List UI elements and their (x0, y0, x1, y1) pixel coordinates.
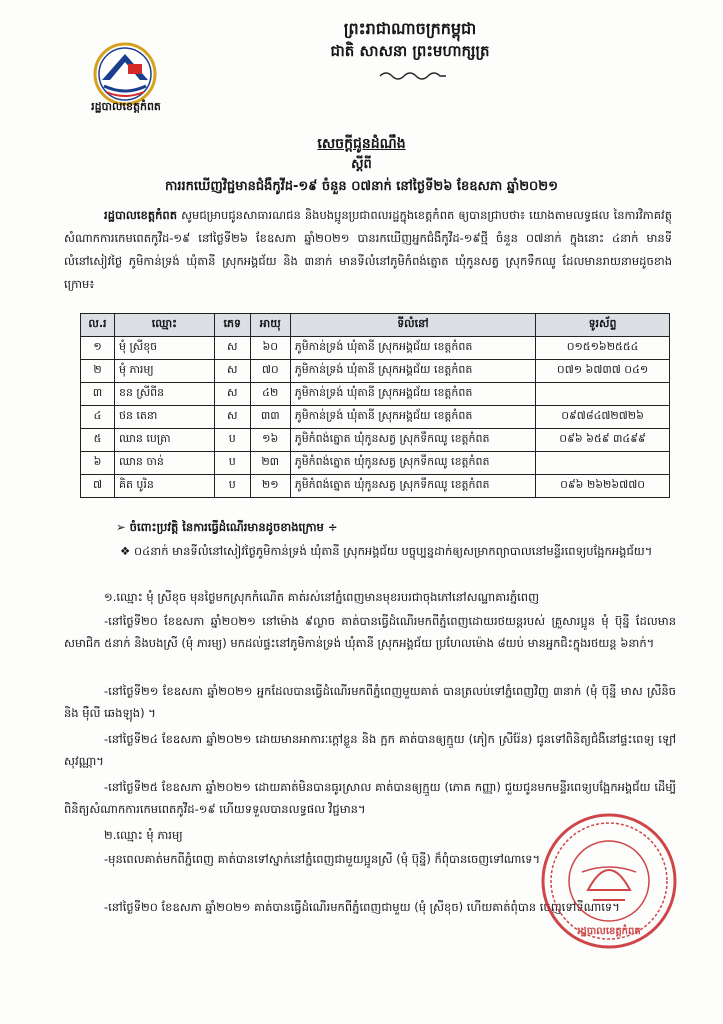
patient-sex: ស (214, 383, 250, 406)
patient-address: ភូមិកំពង់ត្នោត ឃុំកូនសត្វ ស្រុកទឹកឈូ ខេត្តកំពត (290, 429, 535, 452)
table-row (81, 406, 670, 429)
table-row (81, 383, 670, 406)
case-1-detail-2: -នៅថ្ងៃទី២១ ខែឧសភា ឆ្នាំ២០២១ អ្នកដែលបានធ្វើដំណើរមកពីភ្នំពេញមួយគាត់ បានត្រលប់ទៅភ្នំពេញវិញ ៣នាក់ (មុំ ប៊ុន្នី មាស ស្រីនិច និង ម៉ឺលី ឆេងឡុង) ។ (64, 684, 676, 720)
stamp-caption: រដ្ឋបាលខេត្តកំពត (577, 926, 641, 937)
patient-address: ភូមិកាន់ទ្រង់ ឃុំតានី ស្រុកអង្គជ័យ ខេត្តកំពត (290, 406, 535, 429)
intro-text: សូមជម្រាបជូនសាធារណជន និងបងប្អូនប្រជាពលរដ្ឋក្នុងខេត្តកំពត ឲ្យបានជ្រាបថា៖ យោងតាមលទ្ធផល នៃការវិភាគវត្ថុសំណាកការកេមពេតកូវីដ-១៩ នៅថ្ងៃទី២៦ ខែឧសភា ឆ្នាំ២០២១ បានរកឃើញអ្នកជំងឺកូវីដ-១៩ថ្មី ចំនួន ០៧នាក់ ក្នុងនោះ ៤នាក់ មានទីលំនៅសៀវថ្ងៃ ភូមិកាន់ទ្រង់ ឃុំតានី ស្រុកអង្គជ័យ និង ៣នាក់ មានទីលំនៅភូមិកំពង់ត្នោត ឃុំកូនសត្វ ស្រុកទឹកឈូ ដែលមានរាយនាមដូចខាងក្រោម៖ (64, 208, 672, 291)
subject-label: ស្តីពី (351, 157, 372, 172)
patient-name: មុំ ភារម្យ (114, 360, 214, 383)
intro-lead: រដ្ឋបាលខេត្តកំពត (104, 208, 177, 222)
case-2-detail-2: -នៅថ្ងៃទី២០ ខែឧសភា ឆ្នាំ២០២១ គាត់បានធ្វើដំណើរមកពីភ្នំពេញជាមួយ (មុំ ស្រីខុច) ហើយគាត់ពុំបាន ចេញទៅទីណាទេ។ (104, 900, 620, 914)
patient-name: គិត បូរិន (114, 475, 214, 498)
patient-address: ភូមិកាន់ទ្រង់ ឃុំតានី ស្រុកអង្គជ័យ ខេត្តកំពត (290, 360, 535, 383)
patient-age: ១៦ (250, 429, 290, 452)
table-row (81, 452, 670, 475)
patient-address: ភូមិកំពង់ត្នោត ឃុំកូនសត្វ ស្រុកទឹកឈូ ខេត្តកំពត (290, 452, 535, 475)
cases-table (80, 313, 670, 498)
column-header: ឈ្មោះ (114, 314, 214, 337)
row-number: ២ (81, 360, 115, 383)
group-summary: ❖ ០៤នាក់ មានទីលំនៅសៀវថ្ងៃភូមិកាន់ទ្រង់ ឃុំតានី ស្រុកអង្គជ័យ បច្ចុប្បន្នដាក់ឲ្យសម្រាកព្យាបាលនៅមន្ទីរពេទ្យបង្អែកអង្គជ័យ។ (120, 544, 653, 558)
ornament-divider-icon (378, 70, 448, 82)
case-2-detail-1: -មុនពេលគាត់មកពីភ្នំពេញ គាត់បានទៅស្នាក់នៅភ្នំពេញជាមួយប្អូនស្រី (មុំ ប៊ុន្នី) ក៏ពុំបានចេញទៅណាទេ។ (104, 852, 541, 866)
row-number: ៣ (81, 383, 115, 406)
column-header: ទីលំនៅ (290, 314, 535, 337)
patient-age: ៦០ (250, 337, 290, 360)
patient-sex: ប (214, 475, 250, 498)
document-subject: ការរកឃើញវិជ្ជមានជំងឺកូវីដ-១៩ ចំនួន ០៧នាក់ នៅថ្ងៃទី២៦ ខែឧសភា ឆ្នាំ២០២១ (165, 179, 558, 194)
document-type: សេចក្តីជូនដំណឹង (317, 136, 406, 152)
kingdom-title: ព្រះរាជាណាចក្រកម្ពុជា (343, 19, 477, 38)
patient-phone: ០៩៦ ៦៥៩ ៣៤៩៩ (536, 429, 670, 452)
patient-name: ឈាន ចាន់ (114, 452, 214, 475)
patient-address: ភូមិកាន់ទ្រង់ ឃុំតានី ស្រុកអង្គជ័យ ខេត្តកំពត (290, 383, 535, 406)
column-header: ល.រ (81, 314, 115, 337)
row-number: ៤ (81, 406, 115, 429)
patient-address: ភូមិកាន់ទ្រង់ ឃុំតានី ស្រុកអង្គជ័យ ខេត្តកំពត (290, 337, 535, 360)
table-row (81, 360, 670, 383)
official-stamp-icon (538, 810, 680, 952)
patient-age: ៣៣ (250, 406, 290, 429)
patient-phone: ០៧១ ៦៧៣៧ ០៤១ (536, 360, 670, 383)
table-row (81, 429, 670, 452)
authority-name: រដ្ឋបាលខេត្តកំពត (91, 100, 161, 113)
column-header: អាយុ (250, 314, 290, 337)
case-1-detail-3: -នៅថ្ងៃទី២៤ ខែឧសភា ឆ្នាំ២០២១ ដោយមានអាការៈក្តៅខ្លួន និង ក្អក គាត់បានឲ្យក្មួយ (ភៀក ស្រីរ៉ែន) ជូនទៅពិនិត្យជំងឺនៅផ្ទះពេទ្យ ឡៅ សុវណ្ណា។ (64, 732, 676, 768)
row-number: ៦ (81, 452, 115, 475)
patient-phone (536, 383, 670, 406)
patient-age: ២៣ (250, 452, 290, 475)
case-2-intro: ២.ឈ្មោះ មុំ ភារម្យ (104, 828, 183, 842)
table-row (81, 475, 670, 498)
patient-name: មុំ ស្រីខុច (114, 337, 214, 360)
patient-phone: ០១៥១៦២៥៥៤ (536, 337, 670, 360)
patient-age: ៤២ (250, 383, 290, 406)
patient-sex: ស (214, 337, 250, 360)
table-header-row (81, 314, 670, 337)
patient-name: ខន ស្រីពីន (114, 383, 214, 406)
patient-age: ២១ (250, 475, 290, 498)
patient-phone (536, 452, 670, 475)
case-1-intro: ១.ឈ្មោះ មុំ ស្រីខុច មុនថ្ងៃមកស្រុកកំណើត គាត់រស់នៅភ្នំពេញមានមុខរបរជាចុងភៅនៅសណ្ឋាគារភ្នំពេញ (104, 590, 540, 604)
patient-phone: ០៩៧៨៤៧២៧២៦ (536, 406, 670, 429)
case-1-detail-4: -នៅថ្ងៃទី២៥ ខែឧសភា ឆ្នាំ២០២១ ដោយគាត់មិនបានធូរស្រាល គាត់បានឲ្យក្មួយ (ភោគ កញ្ញា) ជួយជូនមកមន្ទីរពេទ្យបង្អែកអង្គជ័យ ដើម្បីពិនិត្យសំណាកការកេមពេតកូវីដ-១៩ ហើយទទួលបានលទ្ធផល វិជ្ជមាន។ (64, 780, 676, 816)
column-header: ភេទ (214, 314, 250, 337)
intro-paragraph (64, 204, 672, 296)
patient-sex: ស (214, 406, 250, 429)
patient-sex: ប (214, 429, 250, 452)
patient-address: ភូមិកំពង់ត្នោត ឃុំកូនសត្វ ស្រុកទឹកឈូ ខេត្តកំពត (290, 475, 535, 498)
patient-phone: ០៩៦ ២៦២៦៧៧០ (536, 475, 670, 498)
patient-sex: ប (214, 452, 250, 475)
table-row (81, 337, 670, 360)
travel-history-heading: ➢ ចំពោះប្រវត្តិ នៃការធ្វើដំណើរមានដូចខាងក្រោម ÷ (116, 520, 338, 534)
column-header: ទូរស័ព្ទ (536, 314, 670, 337)
patient-sex: ស (214, 360, 250, 383)
row-number: ៥ (81, 429, 115, 452)
patient-age: ៧០ (250, 360, 290, 383)
row-number: ៧ (81, 475, 115, 498)
national-motto: ជាតិ សាសនា ព្រះមហាក្សត្រ (330, 42, 490, 60)
patient-name: ឈាន បេត្រា (114, 429, 214, 452)
case-1-detail-1: -នៅថ្ងៃទី២០ ខែឧសភា ឆ្នាំ២០២១ នៅម៉ោង ៩ល្ងាច គាត់បានធ្វើដំណើរមកពីភ្នំពេញដោយរថយន្តរបស់ គ្រួសារប្អូន មុំ ប៊ុន្នី ដែលមានសមាជិក ៥នាក់ និងបងស្រី (មុំ ភារម្យ) មកដល់ផ្ទះនៅភូមិកាន់ទ្រង់ ឃុំតានី ស្រុកអង្គជ័យ ប្រហែលម៉ោង ៨យប់ មានអ្នកជិះក្នុងរថយន្ត ៦នាក់។ (64, 614, 676, 650)
patient-name: ថន តេនា (114, 406, 214, 429)
row-number: ១ (81, 337, 115, 360)
